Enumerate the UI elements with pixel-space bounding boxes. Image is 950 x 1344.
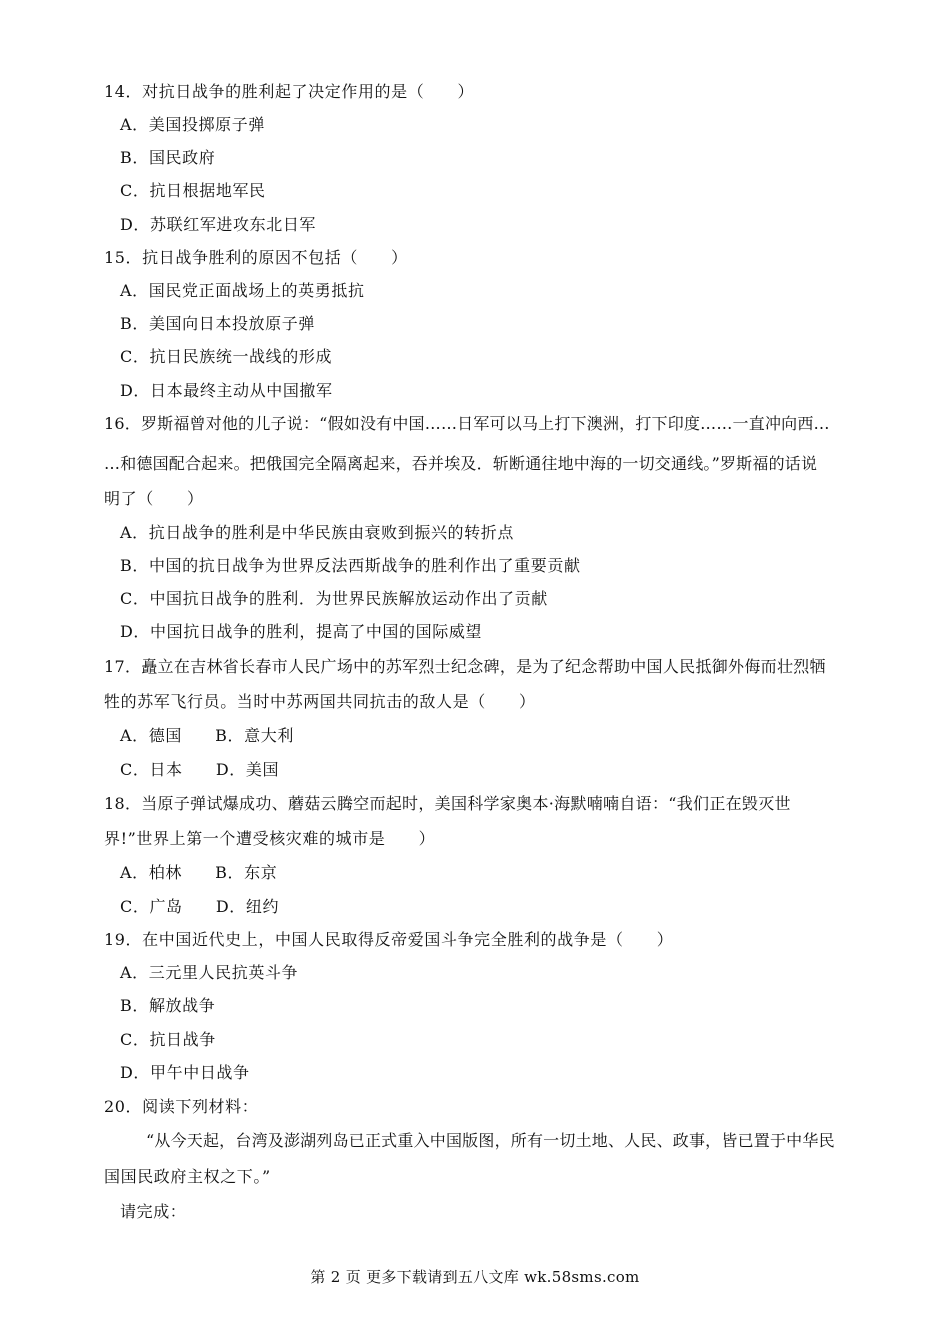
- question-18-options-ab: A．柏林 B．东京: [120, 863, 278, 882]
- question-16-option-b: B．中国的抗日战争为世界反法西斯战争的胜利作出了重要贡献: [120, 556, 581, 575]
- question-20-prompt: 请完成：: [120, 1202, 187, 1221]
- question-15-option-b: B．美国向日本投放原子弹: [120, 314, 315, 333]
- question-17-stem-line-2: 牲的苏军飞行员。当时中苏两国共同抗击的敌人是（ ）: [104, 692, 536, 711]
- question-16-stem-line-2: …和德国配合起来。把俄国完全隔离起来，吞并埃及．斩断通往地中海的一切交通线。”罗斯福的话说: [104, 454, 818, 473]
- question-20-stem: 20．阅读下列材料：: [104, 1097, 259, 1116]
- question-17-options-ab: A．德国 B．意大利: [120, 726, 294, 745]
- question-19-option-c: C．抗日战争: [120, 1030, 216, 1049]
- question-18-stem-line-1: 18．当原子弹试爆成功、蘑菇云腾空而起时，美国科学家奥本·海默喃喃自语：“我们正在毁灭世: [104, 794, 791, 813]
- question-16-option-a: A．抗日战争的胜利是中华民族由衰败到振兴的转折点: [120, 523, 514, 542]
- question-20-material-line-2: 国国民政府主权之下。”: [104, 1167, 271, 1186]
- question-14-stem: 14．对抗日战争的胜利起了决定作用的是（ ）: [104, 82, 475, 101]
- question-15-option-a: A．国民党正面战场上的英勇抵抗: [120, 281, 365, 300]
- question-15-stem: 15．抗日战争胜利的原因不包括（ ）: [104, 248, 408, 267]
- question-16-option-d: D．中国抗日战争的胜利，提高了中国的国际威望: [120, 622, 483, 641]
- question-16-stem-line-1: 16．罗斯福曾对他的儿子说：“假如没有中国……日军可以马上打下澳洲，打下印度……一直冲向西…: [104, 414, 830, 433]
- question-19-option-d: D．甲午中日战争: [120, 1063, 250, 1082]
- question-14-option-a: A．美国投掷原子弹: [120, 115, 265, 134]
- question-16-option-c: C．中国抗日战争的胜利．为世界民族解放运动作出了贡献: [120, 589, 548, 608]
- question-14-option-b: B．国民政府: [120, 148, 216, 167]
- question-15-option-d: D．日本最终主动从中国撤军: [120, 381, 333, 400]
- question-18-options-cd: C．广岛 D．纽约: [120, 897, 280, 916]
- question-17-options-cd: C．日本 D．美国: [120, 760, 280, 779]
- question-19-option-b: B．解放战争: [120, 996, 216, 1015]
- question-20-material-line-1: “从今天起，台湾及澎湖列岛已正式重入中国版图，所有一切土地、人民、政事，皆已置于中华民: [146, 1131, 835, 1150]
- question-16-stem-line-3: 明了（ ）: [104, 489, 204, 508]
- question-17-stem-line-1: 17．矗立在吉林省长春市人民广场中的苏军烈士纪念碑，是为了纪念帮助中国人民抵御外侮而壮烈牺: [104, 657, 826, 676]
- question-19-option-a: A．三元里人民抗英斗争: [120, 963, 299, 982]
- page-footer: 第 2 页 更多下载请到五八文库 wk.58sms.com: [310, 1268, 640, 1286]
- question-18-stem-line-2: 界!”世界上第一个遭受核灾难的城市是 ）: [104, 829, 436, 848]
- question-15-option-c: C．抗日民族统一战线的形成: [120, 347, 333, 366]
- question-19-stem: 19．在中国近代史上，中国人民取得反帝爱国斗争完全胜利的战争是（ ）: [104, 930, 674, 949]
- question-14-option-d: D．苏联红军进攻东北日军: [120, 215, 317, 234]
- question-14-option-c: C．抗日根据地军民: [120, 181, 266, 200]
